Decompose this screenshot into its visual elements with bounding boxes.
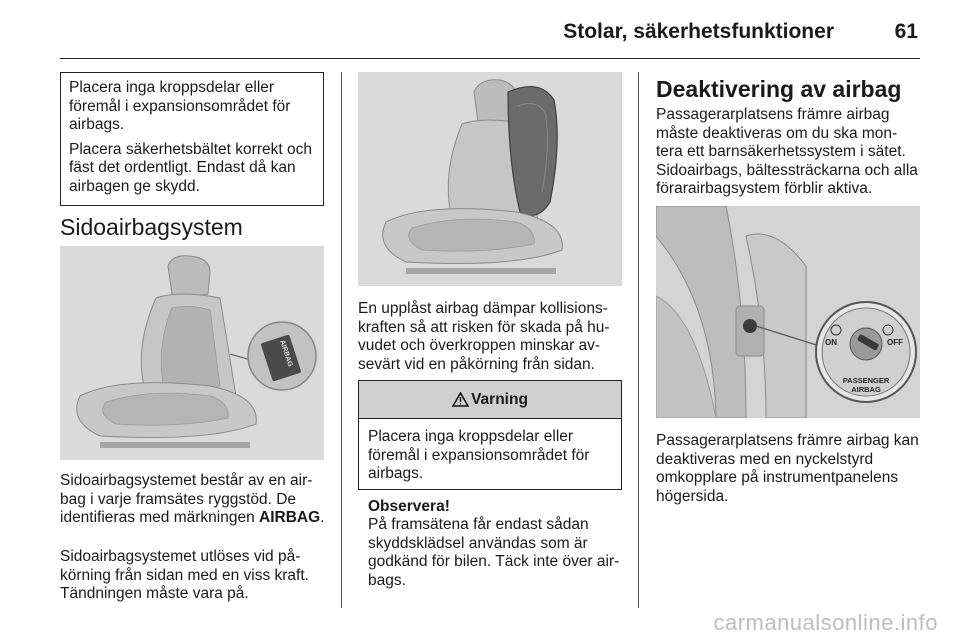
side-airbag-seat-figure bbox=[60, 246, 324, 460]
caution-box bbox=[60, 72, 324, 206]
switch-off-label: OFF bbox=[887, 338, 903, 347]
note-title: Observera! bbox=[368, 498, 450, 515]
note-text: På framsätena får endast sådan skyddsklädsel användas som är godkänd för bilen. Täck inte över air- bags. bbox=[368, 516, 620, 589]
deployed-airbag-figure bbox=[358, 72, 622, 286]
col2-paragraph-1: En upplåst airbag dämpar kollisions- kraften så att risken för skada på hu- vudet och överkroppen minskar av- sevärt vid en påkörning från sidan. bbox=[358, 300, 610, 373]
col3-paragraph-1: Passagerarplatsens främre airbag måste deaktiveras om du ska mon- tera ett barnsäkerhetssystem i sätet. Sidoairbags, bältessträckarna och alla förarairbagsystem förblir aktiva. bbox=[656, 106, 918, 197]
column-divider-2 bbox=[638, 72, 639, 608]
airbag-label-on-seat: AIRBAG bbox=[278, 339, 294, 368]
airbag-marking: AIRBAG bbox=[259, 509, 321, 526]
section-heading-side-airbag: Sidoairbagsystem bbox=[60, 214, 243, 240]
warning-box bbox=[358, 380, 622, 490]
header-rule bbox=[60, 58, 920, 59]
col1-paragraph-2: Sidoairbagsystemet utlöses vid på- körning från sidan med en viss kraft. Tändningen måste vara på. bbox=[60, 548, 309, 602]
caution-text-2: Placera säkerhetsbältet korrekt och fäst det ordentligt. Endast då kan airbagen ge skydd. bbox=[69, 140, 312, 195]
col3-paragraph-2: Passagerarplatsens främre airbag kan deaktiveras med en nyckelstyrd omkopplare på instrumentpanelens högersida. bbox=[656, 432, 919, 505]
caution-text-1: Placera inga kroppsdelar eller föremål i expansionsområdet för airbags. bbox=[69, 79, 291, 133]
warning-text: Placera inga kroppsdelar eller föremål i expansionsområdet för airbags. bbox=[368, 428, 590, 482]
deployed-airbag-illustration bbox=[358, 72, 622, 286]
page-number: 61 bbox=[894, 20, 918, 43]
switch-caption: PASSENGER AIRBAG bbox=[842, 376, 890, 394]
warning-triangle-icon bbox=[452, 392, 469, 407]
page-header-title: Stolar, säkerhetsfunktioner bbox=[563, 20, 834, 43]
switch-on-label: ON bbox=[825, 338, 837, 347]
section-heading-deactivate: Deaktivering av airbag bbox=[656, 76, 902, 102]
column-divider-1 bbox=[341, 72, 342, 608]
watermark: carmanualsonline.info bbox=[713, 610, 938, 635]
airbag-switch-figure bbox=[656, 206, 920, 418]
col1-paragraph-1: Sidoairbagsystemet består av en air- bag i varje framsätes ryggstöd. De identifieras med märkningen AIRBAG. bbox=[60, 472, 325, 526]
warning-header bbox=[359, 381, 621, 419]
warning-title: Varning bbox=[471, 390, 528, 408]
